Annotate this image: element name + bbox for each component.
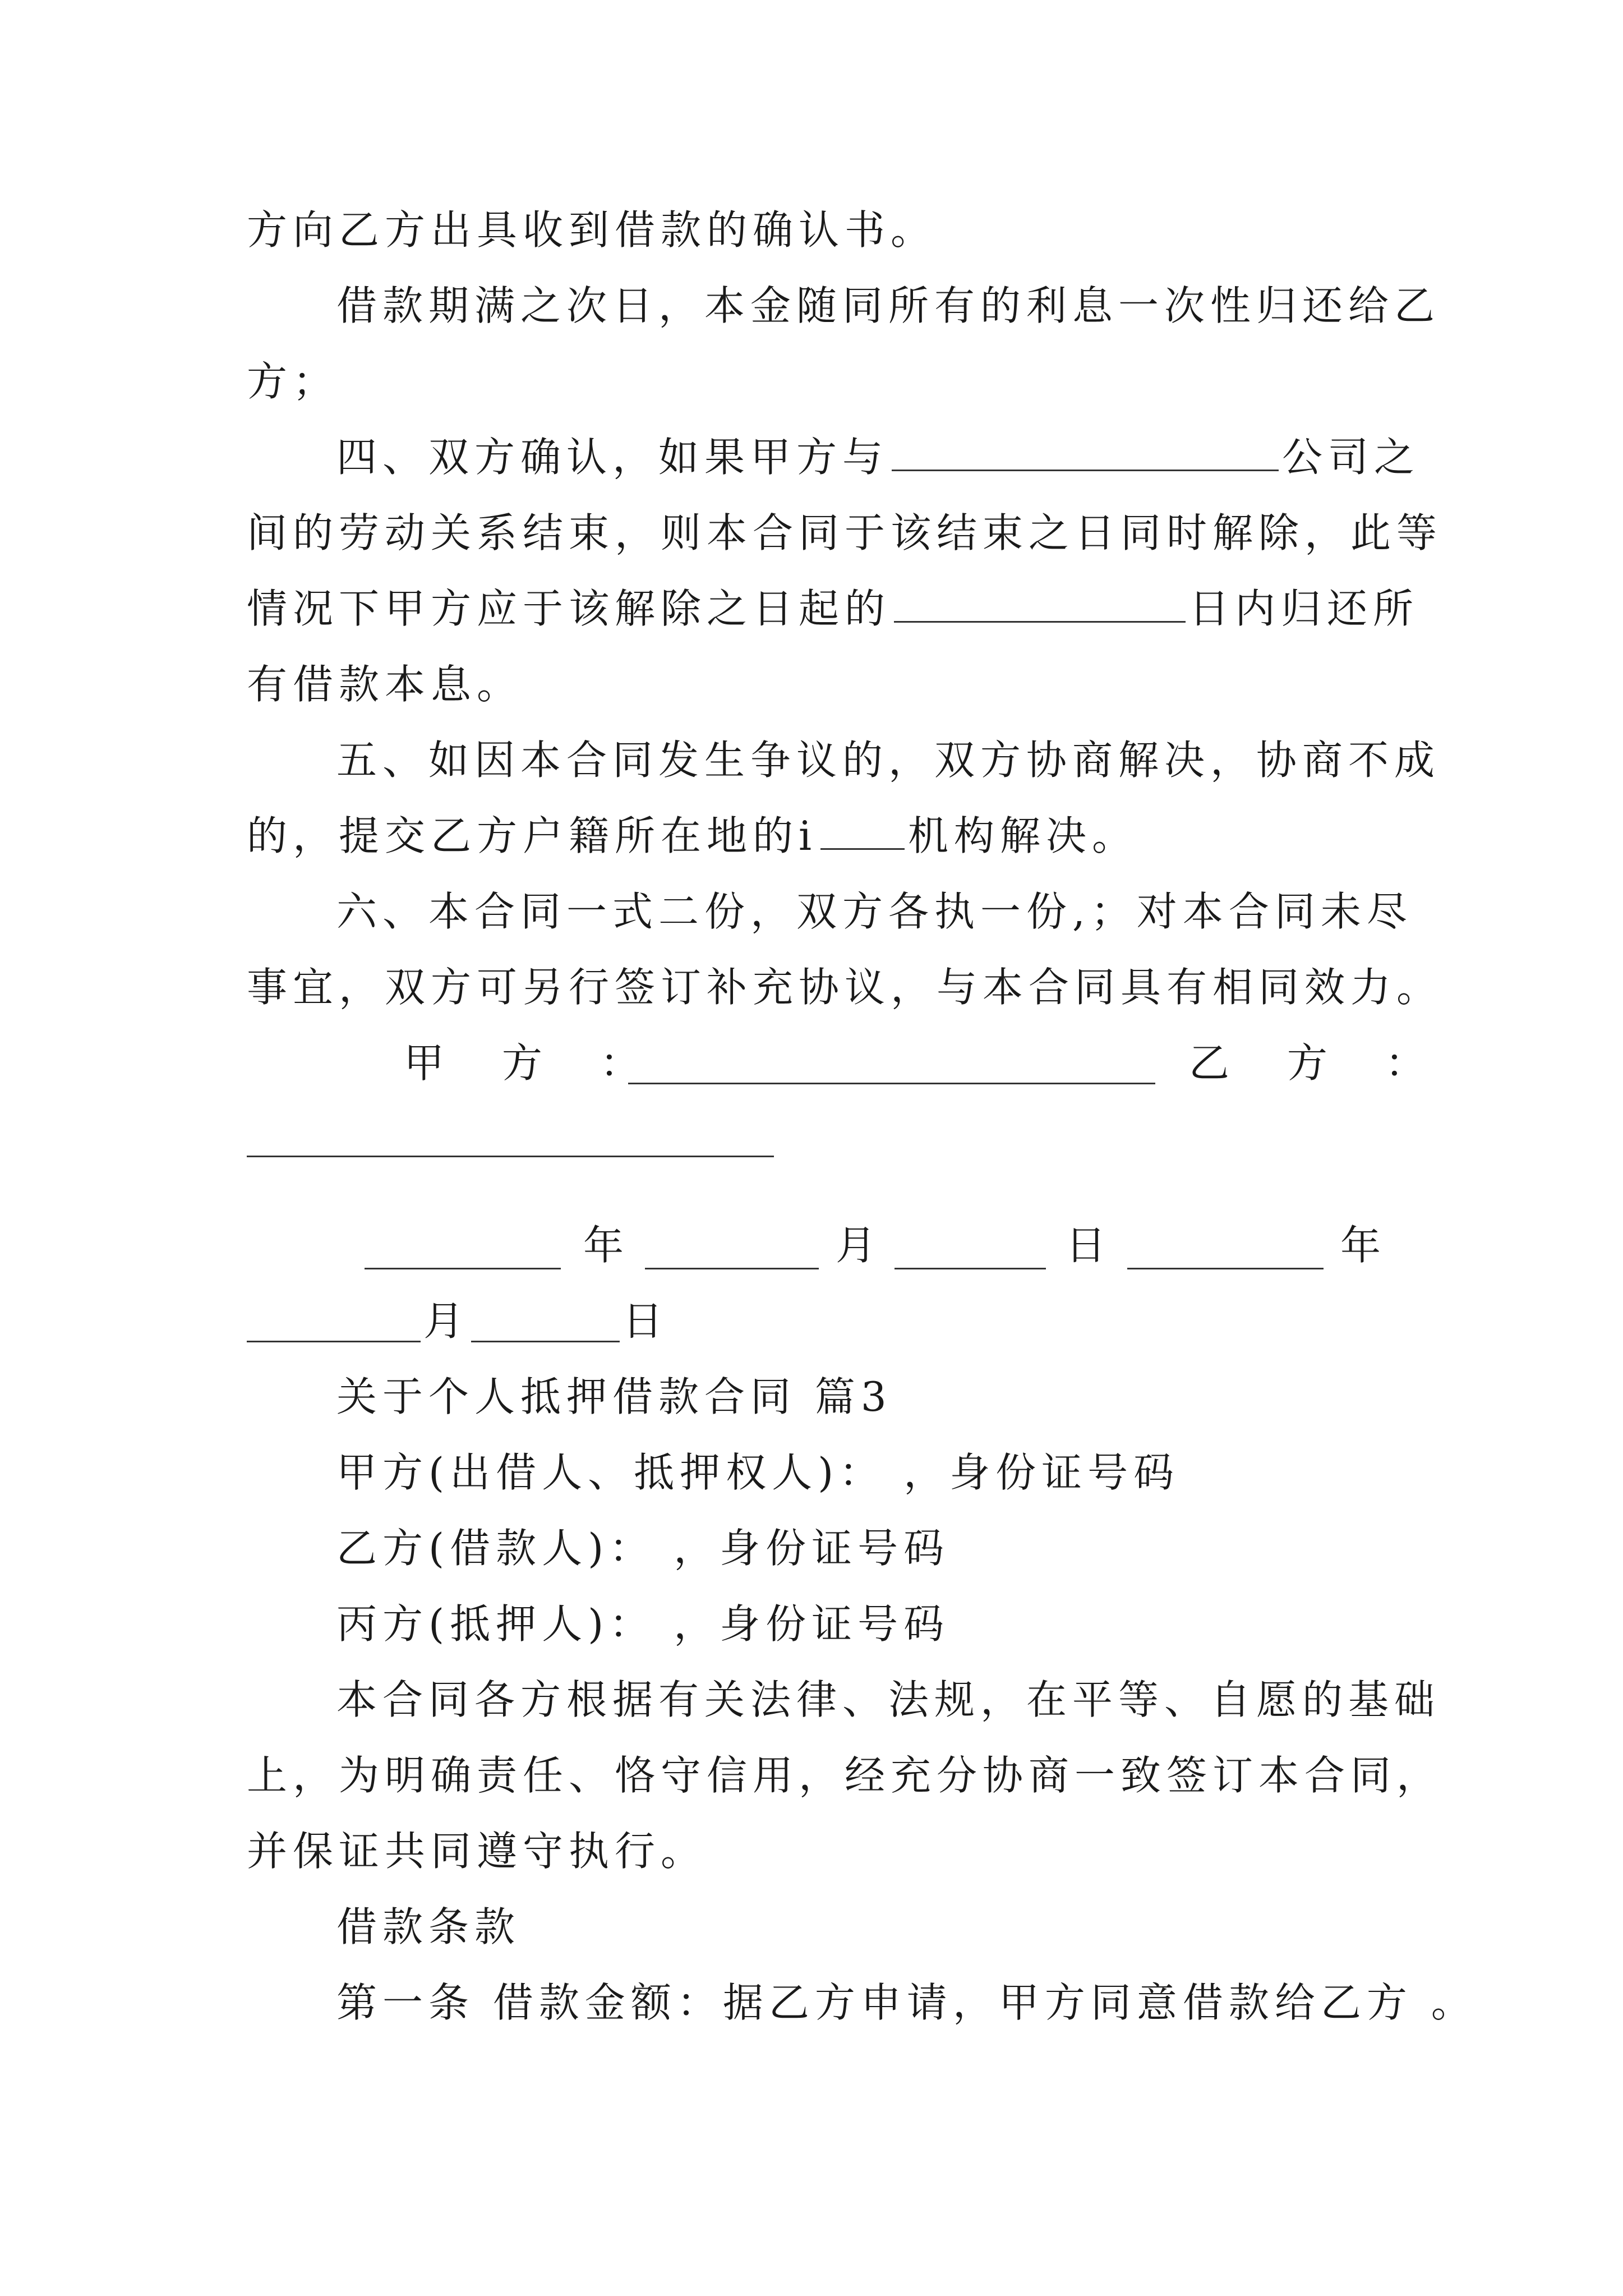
text-line: 借款期满之次日，本金随同所有的利息一次性归还给乙 bbox=[336, 282, 1441, 329]
text-line bbox=[247, 808, 1138, 864]
party-a-line: 甲方(出借人、抵押权人)： ，身份证号码 bbox=[336, 1449, 1180, 1496]
days-blank bbox=[894, 582, 1186, 623]
text-line bbox=[336, 429, 1420, 485]
party-b-line: 乙方(借款人)： ，身份证号码 bbox=[336, 1525, 950, 1572]
clause-five-end: 机构解决。 bbox=[908, 812, 1138, 859]
party-c-line: 丙方(抵押人)： ，身份证号码 bbox=[336, 1600, 950, 1648]
text-line: 六、本合同一式二份，双方各执一份,；对本合同未尽 bbox=[336, 888, 1413, 935]
stray-mark: i bbox=[799, 812, 818, 859]
date-month-blank-2 bbox=[247, 1341, 421, 1342]
clause-four-cont: 情况下甲方应于该解除之日起的 bbox=[247, 585, 891, 632]
date-year-blank-2 bbox=[1127, 1268, 1324, 1269]
date-month-label: 月 bbox=[836, 1222, 882, 1269]
text-line: 间的劳动关系结束，则本合同于该结束之日同时解除，此等 bbox=[247, 509, 1443, 556]
text-line: 上，为明确责任、恪守信用，经充分协商一致签订本合同， bbox=[247, 1752, 1443, 1799]
text-line: 本合同各方根据有关法律、法规，在平等、自愿的基础 bbox=[336, 1676, 1441, 1723]
date-month-blank bbox=[645, 1268, 819, 1269]
party-a-signature-label: 甲 方 ： bbox=[404, 1039, 663, 1087]
text-line: 方向乙方出具收到借款的确认书。 bbox=[247, 206, 937, 254]
text-line: 有借款本息。 bbox=[247, 661, 523, 708]
date-month-label-2: 月 bbox=[423, 1297, 470, 1345]
date-day-label-2: 日 bbox=[623, 1297, 669, 1345]
text-line: 并保证共同遵守执行。 bbox=[247, 1828, 707, 1875]
text-line bbox=[247, 581, 1419, 637]
section-heading: 借款条款 bbox=[336, 1903, 521, 1950]
clause-four-tail: 日内归还所 bbox=[1189, 585, 1419, 632]
date-year-blank bbox=[365, 1268, 561, 1269]
clause-four-end: 公司之 bbox=[1282, 434, 1421, 481]
article-one: 第一条 借款金额：据乙方申请，甲方同意借款给乙方 。 bbox=[336, 1979, 1477, 2026]
institution-blank bbox=[820, 809, 905, 850]
text-line: 五、如因本合同发生争议的，双方协商解决，协商不成 bbox=[336, 737, 1441, 784]
date-day-blank bbox=[895, 1268, 1046, 1269]
date-year-label: 年 bbox=[583, 1222, 630, 1269]
party-a-signature-blank bbox=[628, 1083, 1155, 1084]
contract-title: 关于个人抵押借款合同 篇3 bbox=[336, 1373, 892, 1420]
text-line: 事宜，双方可另行签订补充协议，与本合同具有相同效力。 bbox=[247, 964, 1443, 1011]
clause-five-cont: 的，提交乙方户籍所在地的 bbox=[247, 812, 799, 859]
clause-four-start: 四、双方确认，如果甲方与 bbox=[336, 434, 889, 481]
company-name-blank bbox=[892, 430, 1279, 471]
party-b-signature-label: 乙 方 ： bbox=[1189, 1039, 1448, 1087]
party-b-signature-blank bbox=[247, 1156, 774, 1157]
date-year-label-2: 年 bbox=[1340, 1222, 1387, 1269]
text-line: 方； bbox=[247, 358, 339, 405]
date-day-blank-2 bbox=[471, 1341, 620, 1342]
date-day-label: 日 bbox=[1066, 1222, 1112, 1269]
